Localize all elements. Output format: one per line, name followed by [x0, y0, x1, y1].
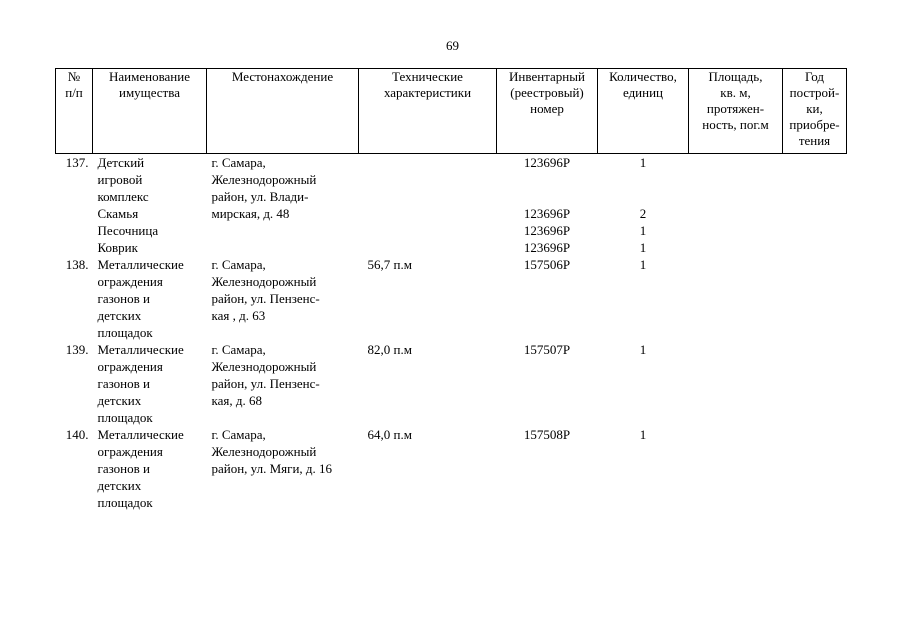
row-year: [783, 154, 847, 257]
row-area: [689, 154, 783, 257]
page-number: 69: [446, 38, 459, 53]
row-year: [783, 426, 847, 511]
row-name: Металлические ограждения газонов и детских площадок: [97, 342, 184, 425]
header-tech: Технические характеристики: [359, 69, 497, 154]
header-quantity: Количество, единиц: [598, 69, 689, 154]
header-location: Местонахождение: [207, 69, 359, 154]
row-tech: 56,7 п.м: [367, 257, 412, 272]
row-number: 140.: [65, 427, 89, 442]
row-quantity: 1: [639, 257, 647, 272]
row-tech: [359, 154, 497, 257]
row-name: Металлические ограждения газонов и детских площадок: [97, 427, 184, 510]
row-location: г. Самара, Железнодорожный район, ул. Пензенс- кая , д. 63: [211, 257, 320, 323]
table-header-row: [56, 69, 847, 154]
property-table: [55, 68, 847, 511]
row-quantity: 1: [639, 427, 647, 442]
row-quantity: 1 2 1 1: [639, 155, 647, 255]
header-area: Площадь, кв. м, протяжен- ность, пог.м: [689, 69, 783, 154]
row-inventory: 157506Р: [523, 257, 571, 272]
row-location: г. Самара, Железнодорожный район, ул. Пензенс- кая, д. 68: [211, 342, 320, 408]
row-location: г. Самара, Железнодорожный район, ул. Мяги, д. 16: [211, 427, 333, 476]
header-year: Год построй- ки, приобре- тения: [783, 69, 847, 154]
row-inventory: 123696Р 123696Р 123696Р 123696Р: [523, 155, 571, 255]
table-row: [56, 341, 847, 426]
row-tech: 82,0 п.м: [367, 342, 412, 357]
table-row: [56, 256, 847, 341]
row-inventory: 157507Р: [523, 342, 571, 357]
row-quantity: 1: [639, 342, 647, 357]
row-year: [783, 256, 847, 341]
row-number: 137.: [65, 155, 89, 170]
row-name: Детский игровой комплекс Скамья Песочница Коврик: [97, 155, 159, 255]
row-area: [689, 426, 783, 511]
row-location: г. Самара, Железнодорожный район, ул. Влади- мирская, д. 48: [211, 155, 317, 221]
row-inventory: 157508Р: [523, 427, 571, 442]
header-number: № п/п: [56, 69, 93, 154]
row-area: [689, 341, 783, 426]
header-name: Наименование имущества: [93, 69, 207, 154]
row-name: Металлические ограждения газонов и детских площадок: [97, 257, 184, 340]
table-row: [56, 426, 847, 511]
table-row: [56, 154, 847, 257]
row-number: 139.: [65, 342, 89, 357]
row-tech: 64,0 п.м: [367, 427, 412, 442]
header-inventory: Инвентарный (реестровый) номер: [497, 69, 598, 154]
row-area: [689, 256, 783, 341]
row-year: [783, 341, 847, 426]
row-number: 138.: [65, 257, 89, 272]
